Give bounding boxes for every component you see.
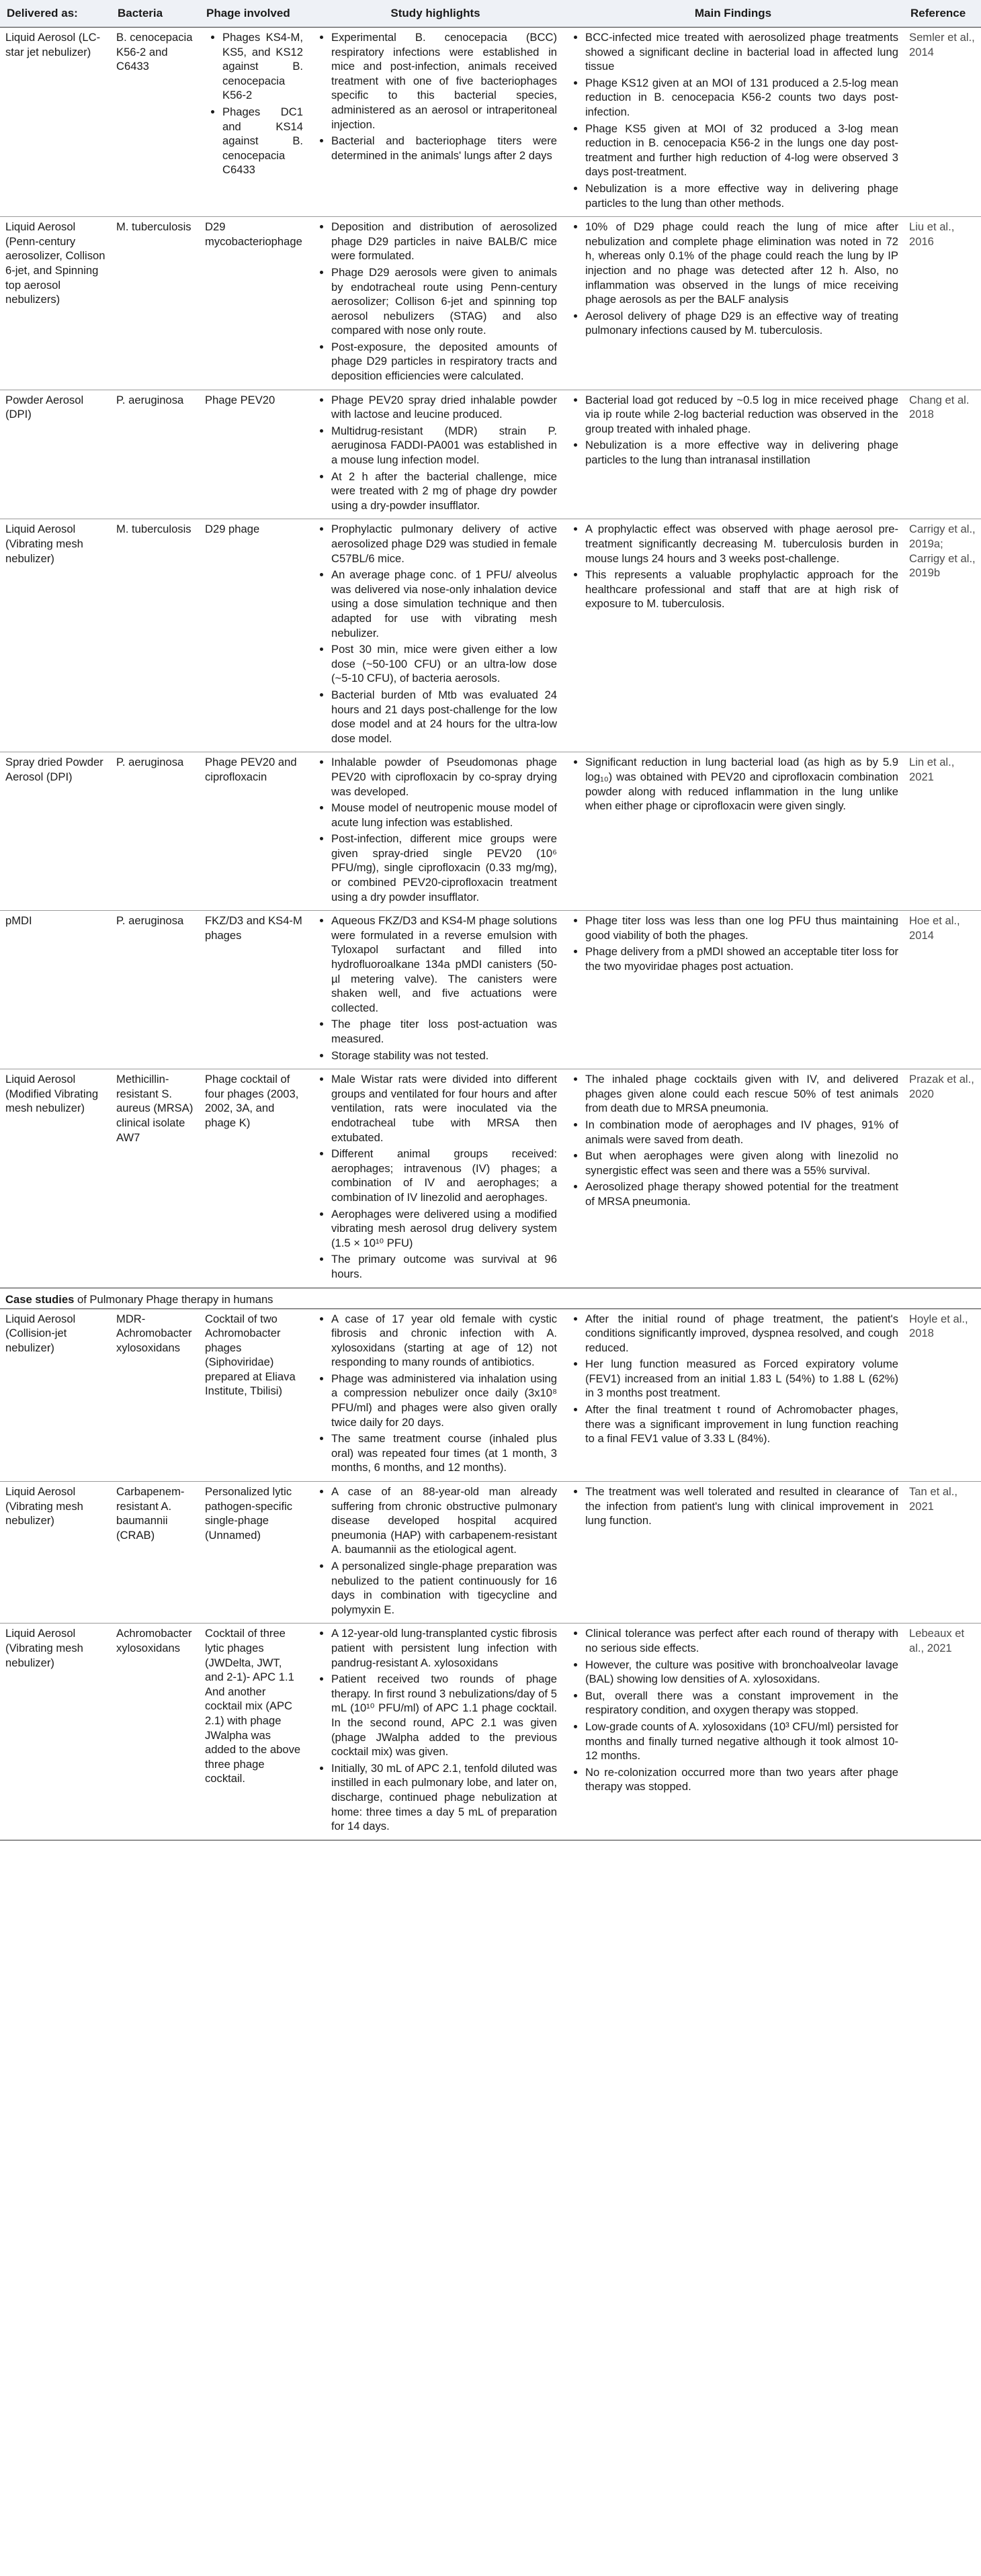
highlights-cell-list — [314, 30, 557, 163]
highlights-cell-list — [314, 393, 557, 513]
findings-cell — [562, 28, 904, 217]
table-row — [0, 752, 981, 911]
list-item: • Phage titer loss was less than one log PFU thus maintaining good viability of both the phages. — [585, 914, 898, 942]
list-item: • However, the culture was positive with bronchoalveolar lavage (BAL) showing low densities of A. xylosoxidans. — [585, 1658, 898, 1687]
findings-cell-list — [568, 220, 898, 338]
highlights-cell — [308, 28, 562, 217]
list-item: • Initially, 30 mL of APC 2.1, tenfold diluted was instilled in each pulmonary lobe, and later on, discharge, continued phage nebulization at home: three times a day 5 mL of preparation for 14 days. — [331, 1761, 557, 1834]
human-studies-body — [0, 1308, 981, 1840]
findings-cell-list — [568, 755, 898, 813]
findings-cell — [562, 911, 904, 1069]
reference-cell: Prazak et al., 2020 — [904, 1069, 981, 1288]
bacteria-cell: M. tuberculosis — [111, 519, 200, 752]
reference-cell: Liu et al., 2016 — [904, 217, 981, 390]
delivered-cell: Liquid Aerosol (LC-star jet nebulizer) — [0, 28, 111, 217]
reference-cell: Hoe et al., 2014 — [904, 911, 981, 1069]
list-item: • In combination mode of aerophages and IV phages, 91% of animals were saved from death. — [585, 1118, 898, 1147]
delivered-cell: Liquid Aerosol (Vibrating mesh nebulizer) — [0, 519, 111, 752]
header-study-highlights: Study highlights — [308, 0, 562, 28]
bacteria-cell: MDR-Achromobacter xylosoxidans — [111, 1308, 200, 1482]
findings-cell — [562, 1308, 904, 1482]
table-row — [0, 519, 981, 752]
list-item: • But, overall there was a constant improvement in the respiratory condition, and oxygen therapy was stopped. — [585, 1689, 898, 1718]
list-item: • The treatment was well tolerated and resulted in clearance of the infection from patient's lung with clinical improvement in lung function. — [585, 1484, 898, 1528]
list-item: • Patient received two rounds of phage therapy. In first round 3 nebulizations/day of 5 mL (10¹⁰ PFU/ml) of APC 1.1 phage cocktail. In the second round, APC 2.1 was given (phage JWalpha added to the previous cocktail mix) was given. — [331, 1672, 557, 1759]
bacteria-cell: P. aeruginosa — [111, 911, 200, 1069]
table-row — [0, 390, 981, 519]
phage-cell — [200, 28, 308, 217]
list-item: • Bacterial and bacteriophage titers were determined in the animals' lungs after 2 days — [331, 134, 557, 163]
table-row — [0, 28, 981, 217]
section-header-row — [0, 1288, 981, 1308]
list-item: • But when aerophages were given along with linezolid no synergistic effect was seen and there was a 55% survival. — [585, 1149, 898, 1178]
list-item: • Nebulization is a more effective way in delivering phage particles to the lung than intranasal instillation — [585, 438, 898, 467]
list-item: • Storage stability was not tested. — [331, 1049, 557, 1063]
highlights-cell-list — [314, 220, 557, 384]
list-item: • Phage was administered via inhalation using a compression nebulizer once daily (3x10⁸ PFU/ml) and phages were also given orally twice daily for 20 days. — [331, 1372, 557, 1429]
list-item: • The inhaled phage cocktails given with IV, and delivered phages given alone could each rescue 50% of test animals from death due to MRSA pneumonia. — [585, 1072, 898, 1116]
bacteria-cell: M. tuberculosis — [111, 217, 200, 390]
delivered-cell: Liquid Aerosol (Modified Vibrating mesh nebulizer) — [0, 1069, 111, 1288]
phage-cell: D29 phage — [200, 519, 308, 752]
table-row — [0, 1069, 981, 1288]
findings-cell — [562, 1482, 904, 1624]
list-item: • Mouse model of neutropenic mouse model of acute lung infection was established. — [331, 801, 557, 830]
phage-cell: Cocktail of two Achromobacter phages (Siphoviridae) prepared at Eliava Institute, Tbilisi) — [200, 1308, 308, 1482]
findings-cell-list — [568, 1312, 898, 1446]
phage-cell: Phage PEV20 — [200, 390, 308, 519]
list-item: • Bacterial burden of Mtb was evaluated 24 hours and 21 days post-challenge for the low dose model and at 24 hours for the ultra-low dose model. — [331, 688, 557, 746]
header-delivered-as: Delivered as: — [0, 0, 111, 28]
reference-cell: Semler et al., 2014 — [904, 28, 981, 217]
phage-cell: Personalized lytic pathogen-specific single-phage (Unnamed) — [200, 1482, 308, 1624]
phage-cell-list — [205, 30, 303, 177]
animal-studies-body — [0, 28, 981, 1288]
findings-cell-list — [568, 1626, 898, 1794]
findings-cell — [562, 752, 904, 911]
list-item: • Bacterial load got reduced by ~0.5 log in mice received phage via ip route while 2-log bacterial reduction was observed in the group treated with inhaled phage. — [585, 393, 898, 437]
list-item: • Low-grade counts of A. xylosoxidans (10³ CFU/ml) persisted for months and finally turned negative although it took almost 10-12 months. — [585, 1720, 898, 1763]
phage-cell: D29 mycobacteriophage — [200, 217, 308, 390]
list-item: • Nebulization is a more effective way in delivering phage particles to the lung than other methods. — [585, 181, 898, 210]
section-title — [0, 1288, 981, 1308]
findings-cell-list — [568, 393, 898, 468]
list-item: • Clinical tolerance was perfect after each round of therapy with no serious side effects. — [585, 1626, 898, 1655]
highlights-cell — [308, 1482, 562, 1624]
highlights-cell — [308, 390, 562, 519]
reference-cell: Lin et al., 2021 — [904, 752, 981, 911]
table-row — [0, 1308, 981, 1482]
list-item: • A personalized single-phage preparation was nebulized to the patient continuously for 16 days in combination with tigecycline and polymyxin E. — [331, 1559, 557, 1617]
highlights-cell — [308, 217, 562, 390]
list-item: • Aerosol delivery of phage D29 is an effective way of treating pulmonary infections caused by M. tuberculosis. — [585, 309, 898, 338]
list-item: • No re-colonization occurred more than two years after phage therapy was stopped. — [585, 1765, 898, 1794]
highlights-cell — [308, 911, 562, 1069]
findings-cell-list — [568, 522, 898, 611]
highlights-cell — [308, 1624, 562, 1840]
list-item: • This represents a valuable prophylactic approach for the healthcare professional and staff that are at high risk of exposure to M. tuberculosis. — [585, 568, 898, 611]
delivered-cell: Liquid Aerosol (Penn-century aerosolizer, Collison 6-jet, and Spinning top aerosol nebulizers) — [0, 217, 111, 390]
list-item: • Prophylactic pulmonary delivery of active aerosolized phage D29 was studied in female C57BL/6 mice. — [331, 522, 557, 566]
findings-cell — [562, 1069, 904, 1288]
phage-cell: Cocktail of three lytic phages (JWDelta, JWT, and 2-1)- APC 1.1 And another cocktail mix (APC 2.1) with phage JWalpha was added to the above three phage cocktail. — [200, 1624, 308, 1840]
highlights-cell — [308, 1069, 562, 1288]
bacteria-cell: Carbapenem-resistant A. baumannii (CRAB) — [111, 1482, 200, 1624]
bacteria-cell: Methicillin-resistant S. aureus (MRSA) clinical isolate AW7 — [111, 1069, 200, 1288]
highlights-cell-list — [314, 1484, 557, 1617]
highlights-cell-list — [314, 1312, 557, 1476]
bacteria-cell: B. cenocepacia K56-2 and C6433 — [111, 28, 200, 217]
findings-cell-list — [568, 1072, 898, 1208]
list-item: • Aqueous FKZ/D3 and KS4-M phage solutions were formulated in a reverse emulsion with Tyloxapol surfactant and filled into hydrofluoroalkane 134a pMDI canisters (50-µl metering valve). The canisters were shaken well, and five actuations were collected. — [331, 914, 557, 1015]
list-item: • Phage D29 aerosols were given to animals by endotracheal route using Penn-century aerosolizer; Collison 6-jet and spinning top aerosol nebulizers (STAG) and also compared with nose only route. — [331, 265, 557, 338]
list-item: • After the final treatment t round of Achromobacter phages, there was a significant improvement in lung function reaching to a final FEV1 value of 3.33 L (84%). — [585, 1403, 898, 1446]
highlights-cell-list — [314, 522, 557, 746]
table-row — [0, 911, 981, 1069]
findings-cell-list — [568, 1484, 898, 1528]
header-main-findings: Main Findings — [562, 0, 904, 28]
reference-cell: Lebeaux et al., 2021 — [904, 1624, 981, 1840]
list-item: • A prophylactic effect was observed with phage aerosol pre-treatment significantly decreasing M. tuberculosis burden in mouse lungs 24 hours and 3 weeks post-challenge. — [585, 522, 898, 566]
highlights-cell — [308, 752, 562, 911]
list-item: • Post-infection, different mice groups were given spray-dried single PEV20 (10⁶ PFU/mg), single ciprofloxacin (0.33 mg/mg), or combined PEV20-ciprofloxacin treatment using a dry powder insufflator. — [331, 832, 557, 904]
phage-cell: Phage cocktail of four phages (2003, 2002, 3A, and phage K) — [200, 1069, 308, 1288]
section-title-rest: of Pulmonary Phage therapy in humans — [74, 1292, 273, 1306]
list-item: • Phage delivery from a pMDI showed an acceptable titer loss for the two myoviridae phages post actuation. — [585, 944, 898, 973]
list-item: • Aerophages were delivered using a modified vibrating mesh aerosol drug delivery system (1.5 × 10¹⁰ PFU) — [331, 1207, 557, 1251]
reference-cell: Tan et al., 2021 — [904, 1482, 981, 1624]
highlights-cell-list — [314, 755, 557, 904]
list-item: • Her lung function measured as Forced expiratory volume (FEV1) increased from an initial 1.83 L (54%) to 1.88 L (62%) in 3 months post treatment. — [585, 1357, 898, 1401]
list-item: • An average phage conc. of 1 PFU/ alveolus was delivered via nose-only inhalation device using a dose simulation technique and then adapted for use with vibrating mesh nebulizer. — [331, 568, 557, 640]
reference-cell: Chang et al. 2018 — [904, 390, 981, 519]
list-item: • Post-exposure, the deposited amounts of phage D29 particles in respiratory tracts and deposition efficiencies were calculated. — [331, 340, 557, 384]
findings-cell — [562, 217, 904, 390]
list-item: • The primary outcome was survival at 96 hours. — [331, 1252, 557, 1281]
list-item: • At 2 h after the bacterial challenge, mice were treated with 2 mg of phage dry powder using a dry-powder insufflator. — [331, 470, 557, 513]
header-phage-involved: Phage involved — [200, 0, 308, 28]
list-item: • Different animal groups received: aerophages; intravenous (IV) phages; a combination of IV and aerophages; a combination of IV linezolid and aerophages. — [331, 1147, 557, 1204]
table-row — [0, 1482, 981, 1624]
highlights-cell — [308, 1308, 562, 1482]
header-bacteria: Bacteria — [111, 0, 200, 28]
phage-cell: Phage PEV20 and ciprofloxacin — [200, 752, 308, 911]
list-item: • A 12-year-old lung-transplanted cystic fibrosis patient with persistent lung infection with pandrug-resistant A. xylosoxidans — [331, 1626, 557, 1670]
table-row — [0, 1624, 981, 1840]
list-item: • Male Wistar rats were divided into different groups and ventilated for four hours and after ventilation, rats were inoculated via the endotracheal tube with MRSA then extubated. — [331, 1072, 557, 1145]
list-item: • Experimental B. cenocepacia (BCC) respiratory infections were established in mice and post-infection, animals received treatment with one of five bacteriophages specific to this bacterial species, administered as an aerosol or intraperitoneal injection. — [331, 30, 557, 132]
header-reference: Reference — [904, 0, 981, 28]
list-item: • Multidrug-resistant (MDR) strain P. aeruginosa FADDI-PA001 was established in a mouse lung infection model. — [331, 424, 557, 468]
findings-cell — [562, 519, 904, 752]
table-header-row — [0, 0, 981, 28]
delivered-cell: Liquid Aerosol (Vibrating mesh nebulizer) — [0, 1624, 111, 1840]
reference-cell: Carrigy et al., 2019a; Carrigy et al., 2019b — [904, 519, 981, 752]
list-item: • Phage KS5 given at MOI of 32 produced a 3-log mean reduction in B. cenocepacia K56-2 in the lungs one day post-treatment and further high reduction of 4-log were observed 3 days post-treatment. — [585, 122, 898, 179]
list-item: • The same treatment course (inhaled plus oral) was repeated four times (at 1 month, 3 months, 6 months, and 12 months). — [331, 1431, 557, 1475]
highlights-cell — [308, 519, 562, 752]
list-item: • Significant reduction in lung bacterial load (as high as by 5.9 log₁₀) was obtained with PEV20 and ciprofloxacin combination powder along with reduced inflammation in the lung unlike when either phage or ciprofloxacin were given singly. — [585, 755, 898, 813]
list-item: • Phage KS12 given at an MOI of 131 produced a 2.5-log mean reduction in B. cenocepacia K56-2 counts two days post-infection. — [585, 76, 898, 120]
list-item: • A case of 17 year old female with cystic fibrosis and chronic infection with A. xylosoxidans (starting at age of 12) not responding to many rounds of antibiotics. — [331, 1312, 557, 1370]
list-item: • Phages DC1 and KS14 against B. cenocepacia C6433 — [222, 105, 303, 177]
list-item: • 10% of D29 phage could reach the lung of mice after nebulization and complete phage elimination was noted in 72 h, whereas only 0.1% of the phage could reach the lung by IP injection and no phage was detected after 12 h. Also, no inflammation was observed in the lungs of mice receiving phage aerosols as per the BALF analysis — [585, 220, 898, 307]
findings-cell-list — [568, 914, 898, 973]
list-item: • BCC-infected mice treated with aerosolized phage treatments showed a significant decline in bacterial load in affected lung tissue — [585, 30, 898, 74]
findings-cell — [562, 390, 904, 519]
reference-cell: Hoyle et al., 2018 — [904, 1308, 981, 1482]
phage-cell: FKZ/D3 and KS4-M phages — [200, 911, 308, 1069]
delivered-cell: Liquid Aerosol (Vibrating mesh nebulizer) — [0, 1482, 111, 1624]
list-item: • The phage titer loss post-actuation was measured. — [331, 1017, 557, 1046]
bacteria-cell: P. aeruginosa — [111, 752, 200, 911]
delivered-cell: Spray dried Powder Aerosol (DPI) — [0, 752, 111, 911]
list-item: • After the initial round of phage treatment, the patient's conditions significantly improved, dyspnea resolved, and cough reduced. — [585, 1312, 898, 1356]
highlights-cell-list — [314, 1072, 557, 1281]
list-item: • Aerosolized phage therapy showed potential for the treatment of MRSA pneumonia. — [585, 1180, 898, 1208]
list-item: • Phage PEV20 spray dried inhalable powder with lactose and leucine produced. — [331, 393, 557, 422]
list-item: • Phages KS4-M, KS5, and KS12 against B. cenocepacia K56-2 — [222, 30, 303, 103]
table-row — [0, 217, 981, 390]
bacteria-cell: P. aeruginosa — [111, 390, 200, 519]
highlights-cell-list — [314, 1626, 557, 1833]
findings-cell-list — [568, 30, 898, 210]
highlights-cell-list — [314, 914, 557, 1063]
section-title-bold: Case studies — [5, 1292, 75, 1306]
list-item: • A case of an 88-year-old man already suffering from chronic obstructive pulmonary disease developed hospital acquired pneumonia (HAP) with carbapenem-resistant A. baumannii as the etiological agent. — [331, 1484, 557, 1557]
list-item: • Inhalable powder of Pseudomonas phage PEV20 with ciprofloxacin by co-spray drying was developed. — [331, 755, 557, 799]
findings-cell — [562, 1624, 904, 1840]
list-item: • Deposition and distribution of aerosolized phage D29 particles in naive BALB/C mice were formulated. — [331, 220, 557, 263]
delivered-cell: Liquid Aerosol (Collision-jet nebulizer) — [0, 1308, 111, 1482]
human-section-body — [0, 1288, 981, 1308]
bacteria-cell: Achromobacter xylosoxidans — [111, 1624, 200, 1840]
list-item: • Post 30 min, mice were given either a low dose (~50-100 CFU) or an ultra-low dose (~5-10 CFU), of bacteria aerosols. — [331, 642, 557, 686]
delivered-cell: Powder Aerosol (DPI) — [0, 390, 111, 519]
delivered-cell: pMDI — [0, 911, 111, 1069]
